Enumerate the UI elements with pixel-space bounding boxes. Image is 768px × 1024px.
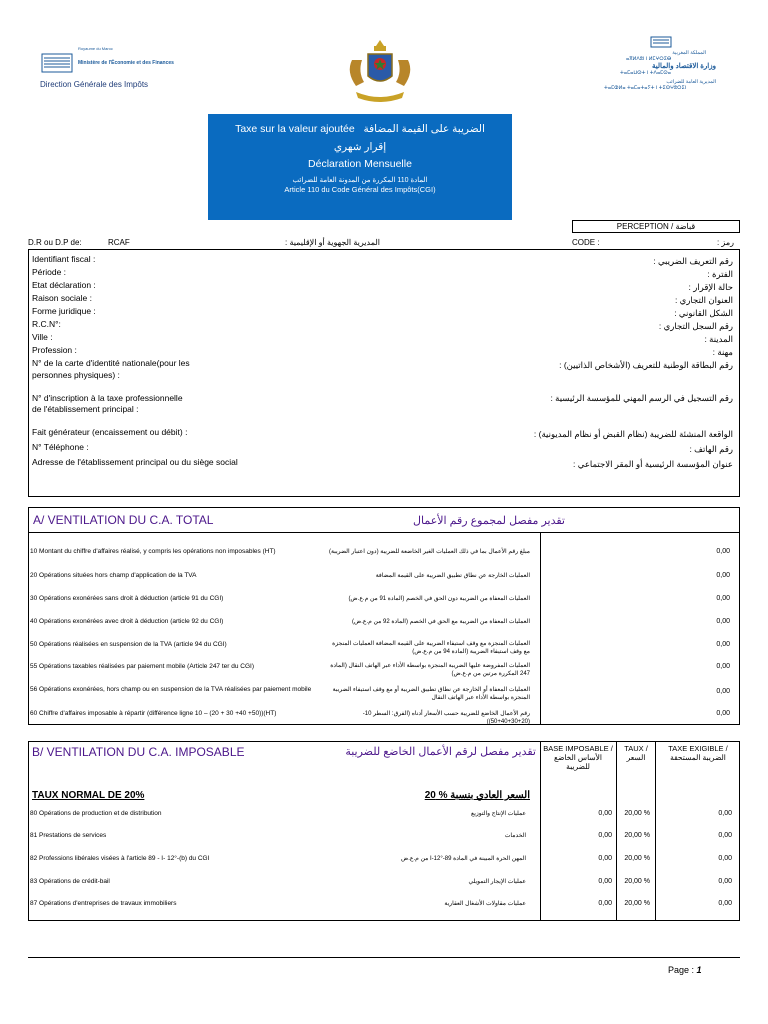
row-50-label-ar: العمليات المنجزة مع وقف استيفاء الضريبة على القيمة المضافة العمليات المنجزة مع وقف استيفاء الضريبة (المادة 94 من م.ع.ض) bbox=[332, 641, 530, 655]
profession-label-ar: مهنة : bbox=[712, 347, 733, 357]
row-10-value: 0,00 bbox=[716, 548, 730, 555]
article-ar: المادة 110 المكررة من المدونة العامة للضرائب bbox=[292, 177, 428, 184]
fait-generateur-label-ar: الواقعة المنشئة للضريبة (نظام القبض أو نظام المديونية) : bbox=[533, 429, 733, 439]
row-80-label: 80 Opérations de production et de distribution bbox=[30, 810, 162, 817]
row-55-label-ar: العمليات المفروضة عليها الضريبة المنجزة بواسطة الأداء عبر الهاتف النقال (المادة 247 المكررة مرتين من م.ع.ض) bbox=[330, 663, 530, 677]
row-82-taux: 20,00 % bbox=[624, 855, 650, 862]
row-81-taxe: 0,00 bbox=[718, 832, 732, 839]
row-20-value: 0,00 bbox=[716, 572, 730, 579]
row-30-label: 30 Opérations exonérées sans droit à déduction (article 91 du CGI) bbox=[30, 595, 224, 602]
row-81-taux: 20,00 % bbox=[624, 832, 650, 839]
row-56-value: 0,00 bbox=[716, 688, 730, 695]
status-label-ar: حالة الإقرار : bbox=[688, 282, 733, 292]
legal-form-label-ar: الشكل القانوني : bbox=[674, 308, 733, 318]
row-60-label: 60 Chiffre d'affaires imposable à répartir (différence ligne 10 – (20 + 30 +40 +50))(HT) bbox=[30, 710, 277, 717]
rc-label: R.C.N°: bbox=[32, 319, 61, 329]
monthly-title-fr: Déclaration Mensuelle bbox=[308, 158, 412, 170]
tp-label: N° d'inscription à la taxe professionnelle bbox=[32, 393, 183, 403]
section-a-title-ar: تقدير مفصل لمجموع رقم الأعمال bbox=[413, 515, 565, 527]
dr-label-ar: المديرية الجهوية أو الإقليمية : bbox=[285, 238, 380, 247]
row-87-label-ar: عمليات مقاولات الأشغال العقارية bbox=[444, 901, 526, 907]
row-80-base: 0,00 bbox=[598, 810, 612, 817]
code-label-ar: رمز : bbox=[716, 238, 734, 247]
row-81-label: 81 Prestations de services bbox=[30, 832, 107, 839]
row-56-label-ar: العمليات المعفاة أو الخارجة عن نطاق تطبيق الضريبة أو مع وقف استيفاء الضريبة المنجزة بواسطة الأداء عبر الهاتف النقال bbox=[332, 687, 530, 701]
row-83-label-ar: عمليات الإيجار التمويلي bbox=[468, 879, 526, 885]
row-60-label-ar: رقم الأعمال الخاضع للضريبة حسب الأسعار أدناه (الفرق: السطر 10-(20+30+40+50)) bbox=[362, 711, 530, 725]
row-30-value: 0,00 bbox=[716, 595, 730, 602]
code-label: CODE : bbox=[572, 238, 600, 247]
row-30-label-ar: العمليات المعفاة من الضريبة دون الحق في الخصم (المادة 91 من م.ع.ض) bbox=[348, 596, 530, 602]
row-82-label: 82 Professions libérales visées à l'article 89 - I- 12°-(b) du CGI bbox=[30, 855, 210, 862]
perception-label: PERCEPTION / قباضة bbox=[572, 220, 740, 233]
phone-label-ar: رقم الهاتف : bbox=[689, 444, 733, 454]
section-b-title-ar: تقدير مفصل لرقم الأعمال الخاضع للضريبة bbox=[345, 746, 536, 758]
row-80-taux: 20,00 % bbox=[624, 810, 650, 817]
profession-label: Profession : bbox=[32, 345, 77, 355]
phone-label: N° Téléphone : bbox=[32, 442, 89, 452]
row-50-label: 50 Opérations réalisées en suspension de la TVA (article 94 du CGI) bbox=[30, 641, 227, 648]
rate-normal-title-ar: السعر العادي بنسبة % 20 bbox=[424, 790, 530, 801]
dgi-label: Direction Générale des Impôts bbox=[40, 80, 149, 89]
dr-label: D.R ou D.P de: bbox=[28, 238, 82, 247]
col-taxe-label-ar: الضريبة المستحقة bbox=[670, 753, 726, 762]
ministry-logo-icon bbox=[40, 52, 74, 74]
period-label: Période : bbox=[32, 267, 67, 277]
col-taxe-header bbox=[656, 744, 740, 762]
section-a-title: A/ VENTILATION DU C.A. TOTAL bbox=[33, 513, 214, 527]
logo-line-2: ⴰⴳⵍⴷⵓⵏ ⵏ ⵍⵎⵖⵔⵉⴱ bbox=[626, 56, 672, 62]
row-80-taxe: 0,00 bbox=[718, 810, 732, 817]
dr-value: RCAF bbox=[108, 238, 130, 247]
id-fiscal-label-ar: رقم التعريف الضريبي : bbox=[653, 256, 733, 266]
rate-normal-title: TAUX NORMAL DE 20% bbox=[32, 790, 145, 801]
cin-label-ar: رقم البطاقة الوطنية للتعريف (الأشخاص الذاتيين) : bbox=[559, 360, 733, 370]
row-82-base: 0,00 bbox=[598, 855, 612, 862]
monthly-title-ar: إقرار شهري bbox=[333, 141, 387, 153]
row-56-label: 56 Opérations exonérées, hors champ ou en suspension de la TVA réalisées par paiement mobile bbox=[30, 686, 312, 693]
dgi-logo bbox=[596, 36, 746, 91]
col-taux-label-ar: السعر bbox=[626, 753, 646, 762]
city-label-ar: المدينة : bbox=[704, 334, 733, 344]
article-fr: Article 110 du Code Général des Impôts(CGI) bbox=[284, 185, 436, 194]
row-50-value: 0,00 bbox=[716, 641, 730, 648]
ministry-label: Ministère de l'Économie et des Finances bbox=[78, 60, 174, 66]
address-label-ar: عنوان المؤسسة الرئيسية أو المقر الاجتماعي : bbox=[573, 459, 733, 469]
company-name-label-ar: العنوان التجاري : bbox=[674, 295, 733, 305]
section-b-title: B/ VENTILATION DU C.A. IMPOSABLE bbox=[32, 745, 245, 759]
col-taux-label: TAUX / bbox=[624, 744, 648, 753]
footer-rule bbox=[28, 957, 740, 958]
row-83-label: 83 Opérations de crédit-bail bbox=[30, 878, 110, 885]
col-base-label-ar: الأساس الخاضع للضريبة bbox=[553, 753, 603, 771]
page-number: 1 bbox=[696, 965, 702, 975]
row-87-base: 0,00 bbox=[598, 900, 612, 907]
row-40-value: 0,00 bbox=[716, 618, 730, 625]
declaration-title-box bbox=[208, 114, 512, 220]
row-60-value: 0,00 bbox=[716, 710, 730, 717]
row-87-taux: 20,00 % bbox=[624, 900, 650, 907]
row-20-label-ar: العمليات الخارجة عن نطاق تطبيق الضريبة على القيمة المضافة bbox=[375, 573, 530, 579]
ministry-logo bbox=[40, 46, 180, 89]
page-indicator bbox=[668, 965, 702, 975]
id-fiscal-label: Identifiant fiscal : bbox=[32, 254, 96, 264]
section-b-table bbox=[28, 741, 740, 921]
col-taux-header bbox=[618, 744, 654, 762]
identification-frame bbox=[28, 249, 740, 497]
logo-line-1: المملكة المغربية bbox=[672, 50, 706, 56]
row-83-taux: 20,00 % bbox=[624, 878, 650, 885]
row-83-taxe: 0,00 bbox=[718, 878, 732, 885]
row-55-value: 0,00 bbox=[716, 663, 730, 670]
fait-generateur-label: Fait générateur (encaissement ou débit) : bbox=[32, 427, 188, 437]
col-base-label: BASE IMPOSABLE / bbox=[543, 744, 613, 753]
section-a-header bbox=[28, 507, 740, 533]
row-20-label: 20 Opérations situées hors champ d'application de la TVA bbox=[30, 572, 197, 579]
tp-label-ar: رقم التسجيل في الرسم المهني للمؤسسة الرئيسية : bbox=[550, 393, 733, 403]
period-label-ar: الفترة : bbox=[707, 269, 733, 279]
section-b-divider-3 bbox=[655, 741, 656, 921]
row-80-label-ar: عمليات الإنتاج والتوزيع bbox=[471, 811, 526, 817]
row-82-taxe: 0,00 bbox=[718, 855, 732, 862]
tva-title-ar: الضريبة على القيمة المضافة bbox=[363, 123, 485, 135]
logo-line-6: ⵜⴰⵎⵀⵍⴰ ⵜⴰⵎⴰⵜⴰⵢⵜ ⵏ ⵜⵉⵙⵖⵓⵔⵉⵏ bbox=[604, 85, 687, 91]
address-label: Adresse de l'établissement principal ou du siège social bbox=[32, 457, 238, 467]
dgi-logo-icon bbox=[650, 36, 672, 48]
row-10-label: 10 Montant du chiffre d'affaires réalisé, y compris les opérations non imposables (HT) bbox=[30, 548, 276, 555]
tva-title-fr: Taxe sur la valeur ajoutée bbox=[235, 123, 355, 135]
kingdom-label: Royaume du Maroc bbox=[78, 46, 113, 51]
logo-line-3: وزارة الاقتصاد والمالية bbox=[652, 63, 716, 70]
row-83-base: 0,00 bbox=[598, 878, 612, 885]
row-40-label: 40 Opérations exonérées avec droit à déduction (article 92 du CGI) bbox=[30, 618, 224, 625]
royal-crest-icon bbox=[336, 36, 424, 108]
row-55-label: 55 Opérations taxables réalisées par paiement mobile (Article 247 ter du CGI) bbox=[30, 663, 254, 670]
row-10-label-ar: مبلغ رقم الأعمال بما في ذلك العمليات الغير الخاضعة للضريبة (دون اعتبار الضريبة) bbox=[328, 549, 530, 555]
cin-label-cont: personnes physiques) : bbox=[32, 370, 120, 380]
page-label: Page : bbox=[668, 965, 695, 975]
status-label: Etat déclaration : bbox=[32, 280, 96, 290]
row-82-label-ar: المهن الحرة المبينة في المادة 89-I-12° من م.ع.ض bbox=[401, 856, 526, 862]
row-81-base: 0,00 bbox=[598, 832, 612, 839]
company-name-label: Raison sociale : bbox=[32, 293, 93, 303]
tp-label-cont: de l'établissement principal : bbox=[32, 404, 139, 414]
logo-line-4: ⵜⴰⵎⴰⵡⵙⵜ ⵏ ⵜⴷⴰⵎⵙⴰ bbox=[620, 70, 671, 76]
city-label: Ville : bbox=[32, 332, 53, 342]
row-40-label-ar: العمليات المعفاة من الضريبة مع الحق في الخصم (المادة 92 من م.ع.ض) bbox=[352, 619, 530, 625]
col-taxe-label: TAXE EXIGIBLE / bbox=[668, 744, 728, 753]
legal-form-label: Forme juridique : bbox=[32, 306, 96, 316]
section-b-divider-2 bbox=[616, 741, 617, 921]
col-base-header bbox=[542, 744, 614, 771]
section-a-divider bbox=[540, 533, 541, 725]
row-81-label-ar: الخدمات bbox=[504, 833, 526, 839]
row-87-taxe: 0,00 bbox=[718, 900, 732, 907]
row-87-label: 87 Opérations d'entreprises de travaux immobiliers bbox=[30, 900, 177, 907]
rc-label-ar: رقم السجل التجاري : bbox=[658, 321, 733, 331]
section-b-divider-1 bbox=[540, 741, 541, 921]
logo-line-5: المديرية العامة للضرائب bbox=[666, 79, 716, 85]
cin-label: N° de la carte d'identité nationale(pour les bbox=[32, 358, 190, 368]
